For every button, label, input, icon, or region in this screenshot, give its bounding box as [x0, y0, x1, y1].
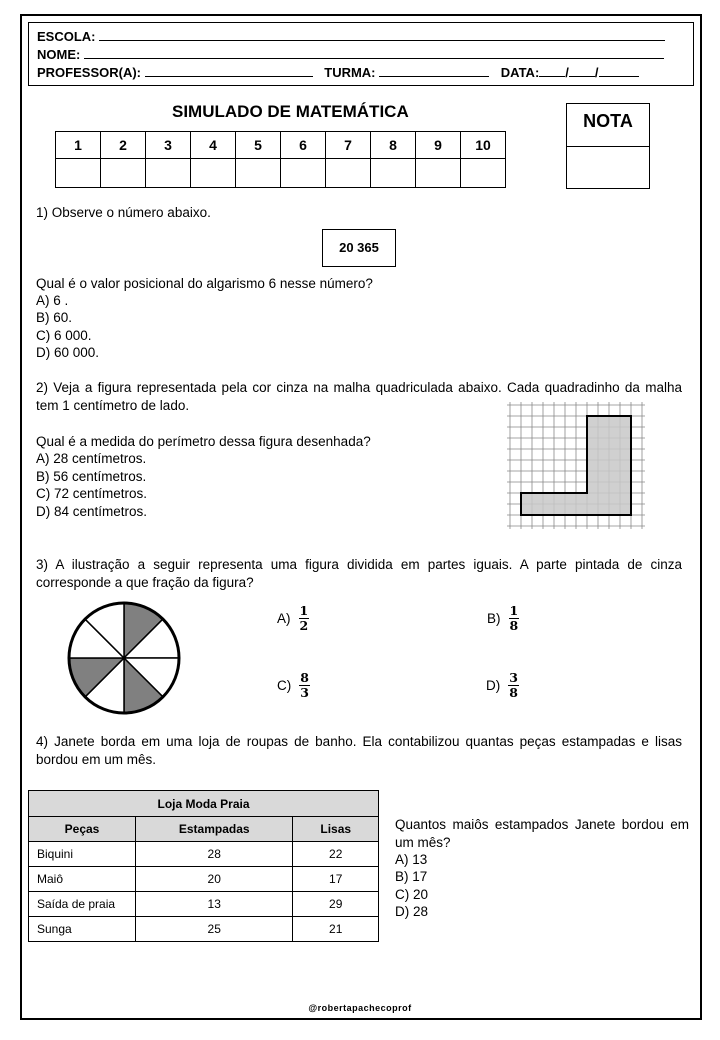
answer-number: 1 — [56, 132, 101, 159]
q4-option-c[interactable]: C) 20 — [395, 887, 429, 902]
q3-option-b-denominator: 8 — [509, 618, 519, 633]
answer-number: 3 — [146, 132, 191, 159]
q3-option-c-label: C) — [277, 678, 292, 693]
table-row — [29, 842, 379, 867]
answer-number: 9 — [416, 132, 461, 159]
header-box — [28, 22, 694, 86]
answer-number: 4 — [191, 132, 236, 159]
q1-number-box: 20 365 — [322, 229, 396, 267]
answer-cell[interactable] — [371, 159, 416, 188]
teacher-line — [37, 65, 639, 80]
q4-option-d[interactable]: D) 28 — [395, 904, 429, 919]
answer-number: 5 — [236, 132, 281, 159]
table-caption: Loja Moda Praia — [29, 791, 379, 817]
answer-cell[interactable] — [461, 159, 506, 188]
table-row — [29, 892, 379, 917]
grade-label: NOTA — [567, 104, 649, 147]
q3-option-d-denominator: 8 — [509, 685, 518, 700]
q3-option-b-label: B) — [487, 611, 501, 626]
teacher-field[interactable] — [145, 65, 313, 77]
answer-cell[interactable] — [281, 159, 326, 188]
q2-square-grid — [505, 402, 655, 538]
q3-option-c-numerator: 8 — [300, 670, 309, 685]
q3-option-b-numerator: 1 — [509, 603, 519, 618]
table-cell: 22 — [293, 842, 379, 867]
answer-number: 8 — [371, 132, 416, 159]
q4-table — [28, 790, 379, 942]
table-cell: 13 — [136, 892, 293, 917]
table-cell: Biquini — [29, 842, 136, 867]
answer-cell[interactable] — [416, 159, 461, 188]
table-cell: 17 — [293, 867, 379, 892]
date-year-field[interactable] — [599, 65, 639, 77]
table-row — [29, 917, 379, 942]
answer-cell[interactable] — [326, 159, 371, 188]
q3-option-c-fraction — [299, 671, 310, 700]
q1-question: Qual é o valor posicional do algarismo 6 nesse número? — [36, 276, 373, 291]
answer-number: 10 — [461, 132, 506, 159]
q1-option-a[interactable]: A) 6 . — [36, 293, 69, 308]
answer-cell[interactable] — [56, 159, 101, 188]
name-field[interactable] — [84, 47, 664, 59]
answer-grid-blanks — [56, 159, 506, 188]
answer-cell[interactable] — [236, 159, 281, 188]
q3-option-d-numerator: 3 — [509, 670, 518, 685]
date-sep1: / — [565, 65, 569, 80]
q3-option-d-label: D) — [486, 678, 501, 693]
answer-number: 6 — [281, 132, 326, 159]
answer-grid-numbers — [56, 132, 506, 159]
date-day-field[interactable] — [539, 65, 565, 77]
q2-option-a[interactable]: A) 28 centímetros. — [36, 451, 147, 466]
name-label: NOME: — [37, 47, 81, 62]
q4-option-a[interactable]: A) 13 — [395, 852, 428, 867]
q4-option-b[interactable]: B) 17 — [395, 869, 428, 884]
q3-option-a-numerator: 1 — [299, 603, 309, 618]
table-cell: 20 — [136, 867, 293, 892]
q3-option-b[interactable] — [487, 604, 519, 633]
table-header: Lisas — [293, 817, 379, 842]
answer-number: 2 — [101, 132, 146, 159]
q1-option-d[interactable]: D) 60 000. — [36, 345, 100, 360]
table-cell: 29 — [293, 892, 379, 917]
q2-option-b[interactable]: B) 56 centímetros. — [36, 469, 147, 484]
q3-option-a[interactable] — [277, 604, 309, 633]
table-cell: 28 — [136, 842, 293, 867]
grade-box — [566, 103, 650, 189]
q3-option-b-fraction — [509, 604, 520, 633]
q3-option-a-denominator: 2 — [299, 618, 309, 633]
q4-question: Quantos maiôs estampados Janete bordou em um mês? — [395, 817, 689, 850]
school-line — [37, 29, 665, 44]
q3-option-a-label: A) — [277, 611, 291, 626]
answer-cell[interactable] — [191, 159, 236, 188]
table-header: Peças — [29, 817, 136, 842]
date-label: DATA: — [500, 65, 540, 80]
footer-credit: @robertapachecoprof — [308, 1003, 412, 1013]
q3-option-a-fraction — [299, 604, 310, 633]
school-field[interactable] — [99, 29, 665, 41]
q3-option-d[interactable] — [486, 671, 519, 700]
q2-prompt: 2) Veja a figura representada pela cor cinza na malha quadriculada abaixo. Cada quadradinho da malha tem 1 centímetro de lado. — [36, 380, 682, 413]
grade-field[interactable] — [567, 147, 649, 189]
q3-option-c-denominator: 3 — [300, 685, 309, 700]
answer-number: 7 — [326, 132, 371, 159]
q3-prompt: 3) A ilustração a seguir representa uma figura dividida em partes iguais. A parte pintada de cinza corresponde a que fração da figura? — [36, 557, 682, 590]
q2-question: Qual é a medida do perímetro dessa figura desenhada? — [36, 434, 371, 449]
answer-cell[interactable] — [101, 159, 146, 188]
answer-cell[interactable] — [146, 159, 191, 188]
table-cell: Saída de praia — [29, 892, 136, 917]
table-header: Estampadas — [136, 817, 293, 842]
class-label: TURMA: — [324, 65, 376, 80]
class-field[interactable] — [379, 65, 489, 77]
date-month-field[interactable] — [569, 65, 595, 77]
answer-grid — [55, 131, 506, 188]
date-sep2: / — [594, 65, 599, 80]
q3-option-c[interactable] — [277, 671, 310, 700]
teacher-label: PROFESSOR(A): — [37, 65, 141, 80]
q1-prompt: 1) Observe o número abaixo. — [36, 205, 211, 220]
table-row — [29, 867, 379, 892]
q3-option-d-fraction — [508, 671, 519, 700]
table-cell: 21 — [293, 917, 379, 942]
q4-prompt: 4) Janete borda em uma loja de roupas de banho. Ela contabilizou quantas peças estampadas e lisas bordou em um mês. — [36, 734, 682, 767]
q3-divided-circle — [66, 600, 182, 716]
table-cell: Sunga — [29, 917, 136, 942]
school-label: ESCOLA: — [37, 29, 96, 44]
q2-option-d[interactable]: D) 84 centímetros. — [36, 504, 148, 519]
q1-option-b[interactable]: B) 60. — [36, 310, 73, 325]
q2-option-c[interactable]: C) 72 centímetros. — [36, 486, 148, 501]
page-title: SIMULADO DE MATEMÁTICA — [172, 102, 409, 121]
table-cell: 25 — [136, 917, 293, 942]
name-line — [37, 47, 664, 62]
table-cell: Maiô — [29, 867, 136, 892]
q1-option-c[interactable]: C) 6 000. — [36, 328, 92, 343]
